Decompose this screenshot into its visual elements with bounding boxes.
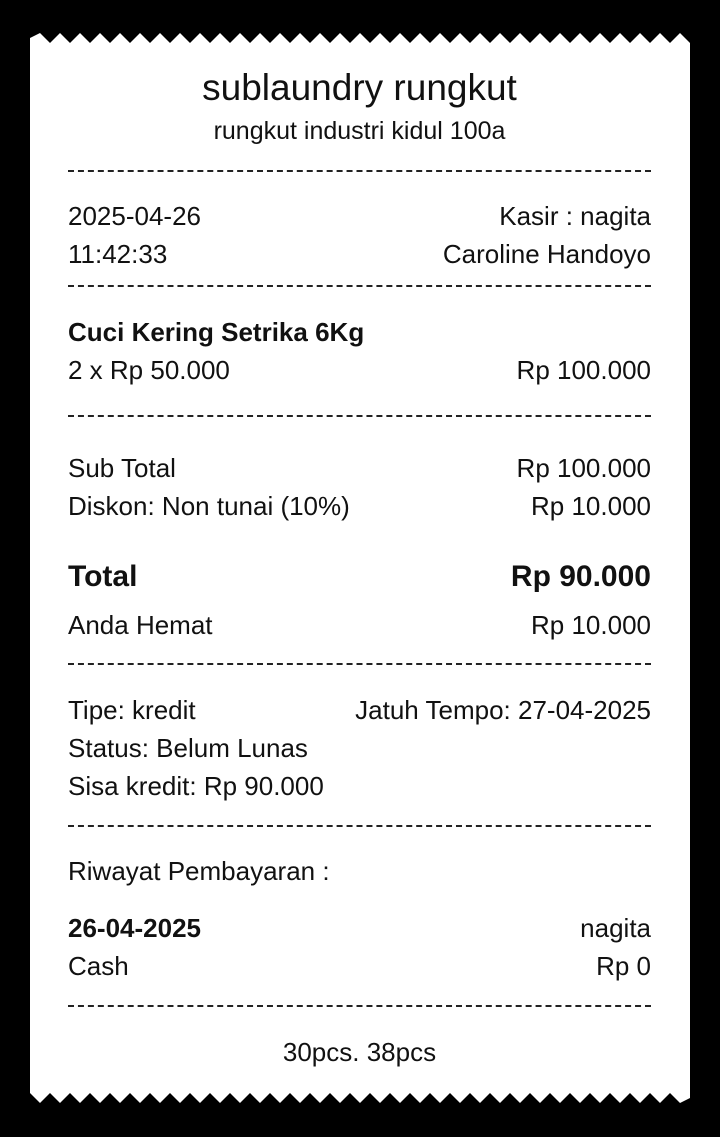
total-label: Total	[68, 560, 138, 593]
remaining-credit: Sisa kredit: Rp 90.000	[68, 771, 324, 801]
item-line-total: Rp 100.000	[516, 355, 651, 385]
customer-name: Caroline Handoyo	[442, 239, 651, 269]
history-entry-date: 26-04-2025	[68, 913, 201, 943]
subtotal-value: Rp 100.000	[516, 453, 651, 483]
savings-label: Anda Hemat	[68, 610, 213, 640]
divider	[68, 285, 651, 287]
discount-value: Rp 10.000	[531, 491, 651, 521]
payment-history-title: Riwayat Pembayaran :	[68, 856, 330, 886]
divider	[68, 663, 651, 665]
divider	[68, 1005, 651, 1007]
payment-due-date: Jatuh Tempo: 27-04-2025	[355, 695, 651, 725]
divider	[68, 825, 651, 827]
item-qty-price: 2 x Rp 50.000	[68, 355, 230, 385]
savings-value: Rp 10.000	[531, 610, 651, 640]
footer-note: 30pcs. 38pcs	[282, 1037, 437, 1067]
payment-status: Status: Belum Lunas	[68, 733, 308, 763]
cashier-label: Kasir : nagita	[499, 201, 651, 231]
store-address: rungkut industri kidul 100a	[213, 117, 506, 145]
history-entry-amount: Rp 0	[596, 951, 651, 981]
total-value: Rp 90.000	[510, 560, 651, 593]
receipt-time: 11:42:33	[68, 239, 168, 269]
divider	[68, 170, 651, 172]
receipt	[68, 0, 651, 1137]
history-entry-method: Cash	[68, 951, 129, 981]
store-name: sublaundry rungkut	[202, 67, 517, 108]
payment-type: Tipe: kredit	[68, 695, 196, 725]
receipt-date: 2025-04-26	[68, 201, 201, 231]
discount-label: Diskon: Non tunai (10%)	[68, 491, 350, 521]
history-entry-cashier: nagita	[580, 913, 651, 943]
subtotal-label: Sub Total	[68, 453, 176, 483]
item-name: Cuci Kering Setrika 6Kg	[68, 317, 365, 347]
divider	[68, 415, 651, 417]
